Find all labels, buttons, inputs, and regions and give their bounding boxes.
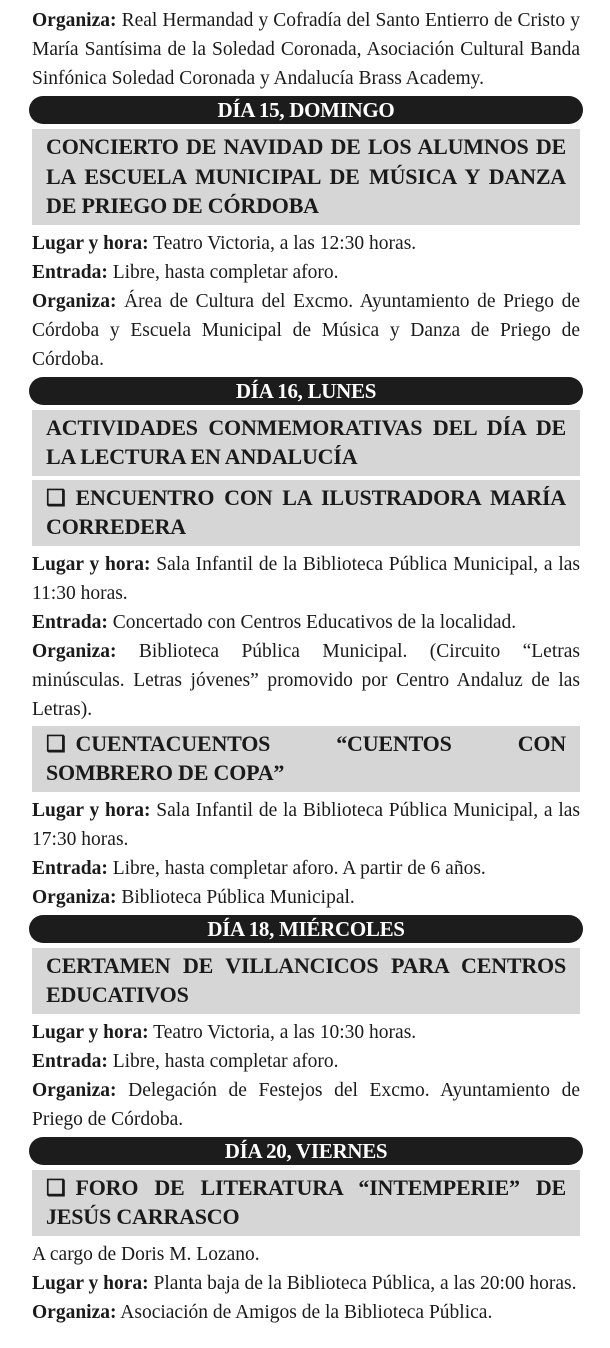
entrada-line	[32, 608, 580, 637]
organiza-label: Organiza:	[32, 1079, 117, 1101]
lugar-text: Planta baja de la Biblioteca Pública, a las 20:00 horas.	[148, 1272, 577, 1294]
lugar-text: Teatro Victoria, a las 10:30 horas.	[148, 1021, 417, 1043]
lugar-label: Lugar y hora:	[32, 232, 149, 254]
day-header-20: DÍA 20, VIERNES	[29, 1137, 583, 1165]
entrada-label: Entrada:	[32, 261, 108, 283]
organiza-line	[32, 287, 580, 374]
lugar-label: Lugar y hora:	[32, 799, 151, 821]
entrada-line	[32, 854, 580, 883]
event-title-cuentacuentos	[32, 726, 580, 792]
lugar-text: Sala Infantil de la Biblioteca Pública Municipal, a las 11:30 horas.	[32, 553, 580, 604]
lugar-label: Lugar y hora:	[32, 1272, 149, 1294]
organiza-line	[32, 1298, 580, 1327]
entrada-text: Libre, hasta completar aforo. A partir de 6 años.	[107, 857, 486, 879]
organiza-text: Delegación de Festejos del Excmo. Ayuntamiento de Priego de Córdoba.	[32, 1079, 580, 1130]
lugar-line	[32, 1269, 580, 1298]
organiza-label: Organiza:	[32, 640, 117, 662]
day-header-16: DÍA 16, LUNES	[29, 377, 583, 405]
organiza-text: Biblioteca Pública Municipal.	[116, 886, 355, 908]
event-title-concierto: CONCIERTO DE NAVIDAD DE LOS ALUMNOS DE LA ESCUELA MUNICIPAL DE MÚSICA Y DANZA DE PRIEGO DE CÓRDOBA	[32, 129, 580, 225]
lugar-line	[32, 550, 580, 608]
entrada-label: Entrada:	[32, 857, 108, 879]
lugar-line	[32, 229, 580, 258]
lugar-label: Lugar y hora:	[32, 1021, 149, 1043]
event-title-encuentro	[32, 480, 580, 546]
event-title-actividades: ACTIVIDADES CONMEMORATIVAS DEL DÍA DE LA LECTURA EN ANDALUCÍA	[32, 410, 580, 476]
checkbox-icon: ❑	[46, 1174, 66, 1200]
event-title-foro	[32, 1170, 580, 1236]
lugar-line	[32, 1018, 580, 1047]
day-header-15: DÍA 15, DOMINGO	[29, 96, 583, 124]
acargo-line: A cargo de Doris M. Lozano.	[32, 1243, 260, 1265]
entrada-line	[32, 258, 580, 287]
organiza-label: Organiza:	[32, 886, 117, 908]
intro-organiza	[32, 6, 580, 93]
entrada-text: Libre, hasta completar aforo.	[107, 1050, 339, 1072]
organiza-text: Real Hermandad y Cofradía del Santo Entierro de Cristo y María Santísima de la Soledad Coronada, Asociación Cultural Banda Sinfónica Soledad Coronada y Andalucía Brass Academy.	[32, 10, 580, 89]
entrada-label: Entrada:	[32, 1050, 108, 1072]
entrada-text: Libre, hasta completar aforo.	[107, 261, 339, 283]
lugar-label: Lugar y hora:	[32, 553, 151, 575]
event-title-certamen: CERTAMEN DE VILLANCICOS PARA CENTROS EDUCATIVOS	[32, 948, 580, 1014]
entrada-line	[32, 1047, 580, 1076]
sub-title: CUENTACUENTOS “CUENTOS CON SOMBRERO DE COPA”	[46, 730, 566, 785]
day-header-18: DÍA 18, MIÉRCOLES	[29, 915, 583, 943]
organiza-text: Área de Cultura del Excmo. Ayuntamiento de Priego de Córdoba y Escuela Municipal de Música y Danza de Priego de Córdoba.	[32, 290, 580, 370]
organiza-label: Organiza:	[32, 1301, 117, 1323]
entrada-text: Concertado con Centros Educativos de la localidad.	[107, 611, 517, 633]
lugar-text: Sala Infantil de la Biblioteca Pública Municipal, a las 17:30 horas.	[32, 799, 580, 850]
organiza-line	[32, 883, 580, 912]
lugar-text: Teatro Victoria, a las 12:30 horas.	[148, 232, 417, 254]
organiza-text: Asociación de Amigos de la Biblioteca Pública.	[116, 1301, 493, 1323]
sub-title: ENCUENTRO CON LA ILUSTRADORA MARÍA CORREDERA	[46, 484, 566, 539]
organiza-line	[32, 637, 580, 724]
organiza-label: Organiza:	[32, 10, 117, 31]
organiza-label: Organiza:	[32, 290, 117, 312]
sub-title: FORO DE LITERATURA “INTEMPERIE” DE JESÚS CARRASCO	[46, 1174, 566, 1229]
checkbox-icon: ❑	[46, 730, 66, 756]
organiza-line	[32, 1076, 580, 1134]
checkbox-icon: ❑	[46, 484, 66, 510]
lugar-line	[32, 796, 580, 854]
entrada-label: Entrada:	[32, 611, 108, 633]
organiza-text: Biblioteca Pública Municipal. (Circuito “Letras minúsculas. Letras jóvenes” promovido por Centro Andaluz de las Letras).	[32, 640, 580, 720]
